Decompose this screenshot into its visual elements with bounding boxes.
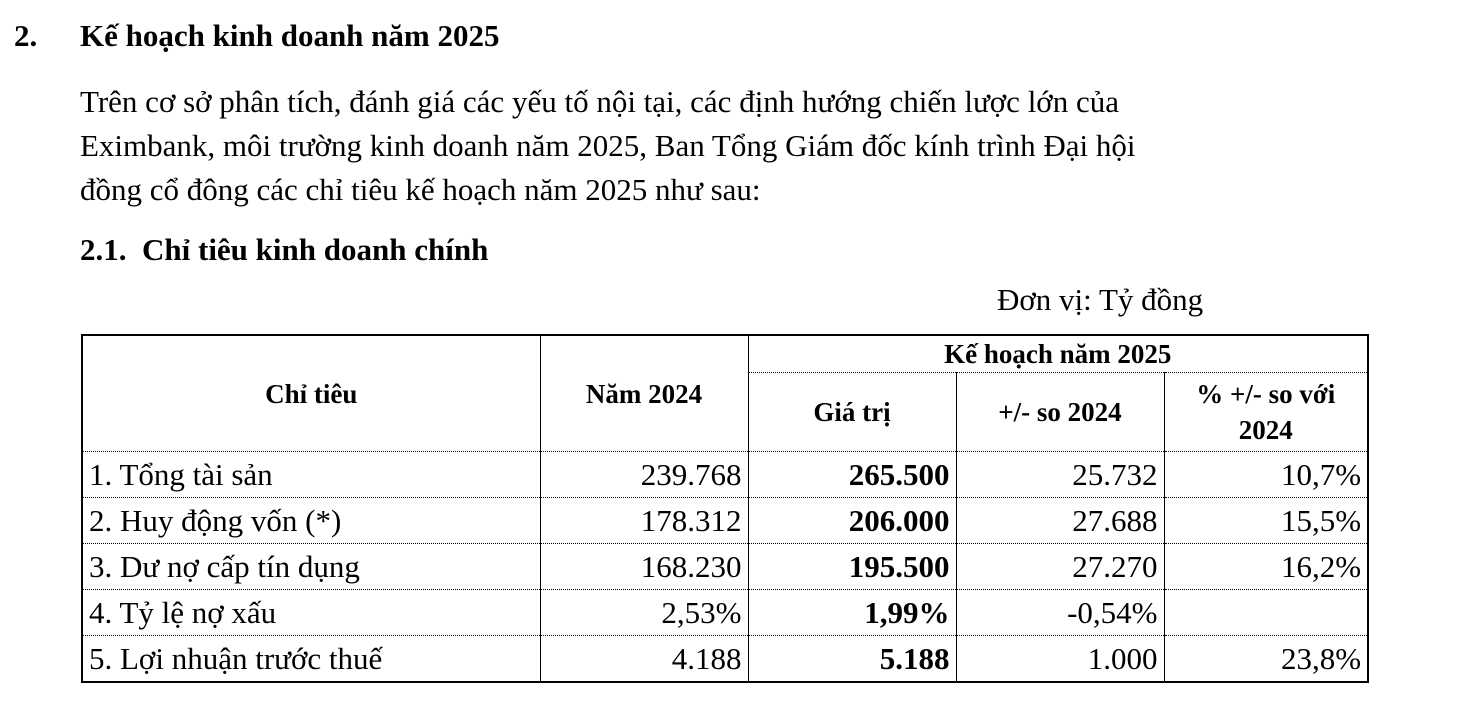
subsection-number: 2.1. (80, 232, 127, 267)
row-pct: 10,7% (1164, 452, 1368, 498)
row-2024: 4.188 (540, 636, 748, 683)
row-diff: 27.688 (956, 498, 1164, 544)
row-value: 5.188 (748, 636, 956, 683)
row-2024: 168.230 (540, 544, 748, 590)
row-pct (1164, 590, 1368, 636)
table-row (82, 452, 1368, 498)
row-diff: 25.732 (956, 452, 1164, 498)
table-row (82, 544, 1368, 590)
header-pct-line: % +/- so với (1196, 379, 1336, 409)
business-plan-table (81, 334, 1369, 683)
section-heading (14, 18, 499, 54)
table-row (82, 498, 1368, 544)
header-pct-line: 2024 (1238, 415, 1293, 445)
header-pct (1164, 373, 1368, 452)
header-value: Giá trị (748, 373, 956, 452)
row-pct: 23,8% (1164, 636, 1368, 683)
row-name: 4. Tỷ lệ nợ xấu (82, 590, 540, 636)
paragraph-line: Trên cơ sở phân tích, đánh giá các yếu tố nội tại, các định hướng chiến lược lớn của (80, 84, 1119, 119)
row-value: 206.000 (748, 498, 956, 544)
row-value: 265.500 (748, 452, 956, 498)
section-number: 2. (14, 18, 38, 53)
intro-paragraph (80, 80, 1400, 212)
unit-label: Đơn vị: Tỷ đồng (997, 282, 1204, 317)
header-year-2024: Năm 2024 (540, 335, 748, 452)
table-row (82, 590, 1368, 636)
paragraph-line: Eximbank, môi trường kinh doanh năm 2025, Ban Tổng Giám đốc kính trình Đại hội (80, 128, 1136, 163)
table-row (82, 636, 1368, 683)
row-value: 1,99% (748, 590, 956, 636)
row-name: 5. Lợi nhuận trước thuế (82, 636, 540, 683)
subsection-heading (80, 232, 488, 268)
row-pct: 16,2% (1164, 544, 1368, 590)
header-indicator: Chỉ tiêu (82, 335, 540, 452)
row-diff: -0,54% (956, 590, 1164, 636)
paragraph-line: đồng cổ đông các chỉ tiêu kế hoạch năm 2025 như sau: (80, 172, 761, 207)
row-diff: 1.000 (956, 636, 1164, 683)
section-title: Kế hoạch kinh doanh năm 2025 (80, 18, 500, 53)
row-pct: 15,5% (1164, 498, 1368, 544)
header-diff: +/- so 2024 (956, 373, 1164, 452)
row-2024: 239.768 (540, 452, 748, 498)
row-name: 1. Tổng tài sản (82, 452, 540, 498)
row-2024: 2,53% (540, 590, 748, 636)
row-name: 3. Dư nợ cấp tín dụng (82, 544, 540, 590)
row-value: 195.500 (748, 544, 956, 590)
row-name: 2. Huy động vốn (*) (82, 498, 540, 544)
row-diff: 27.270 (956, 544, 1164, 590)
row-2024: 178.312 (540, 498, 748, 544)
subsection-title: Chỉ tiêu kinh doanh chính (142, 232, 489, 267)
header-plan-2025: Kế hoạch năm 2025 (748, 335, 1368, 373)
